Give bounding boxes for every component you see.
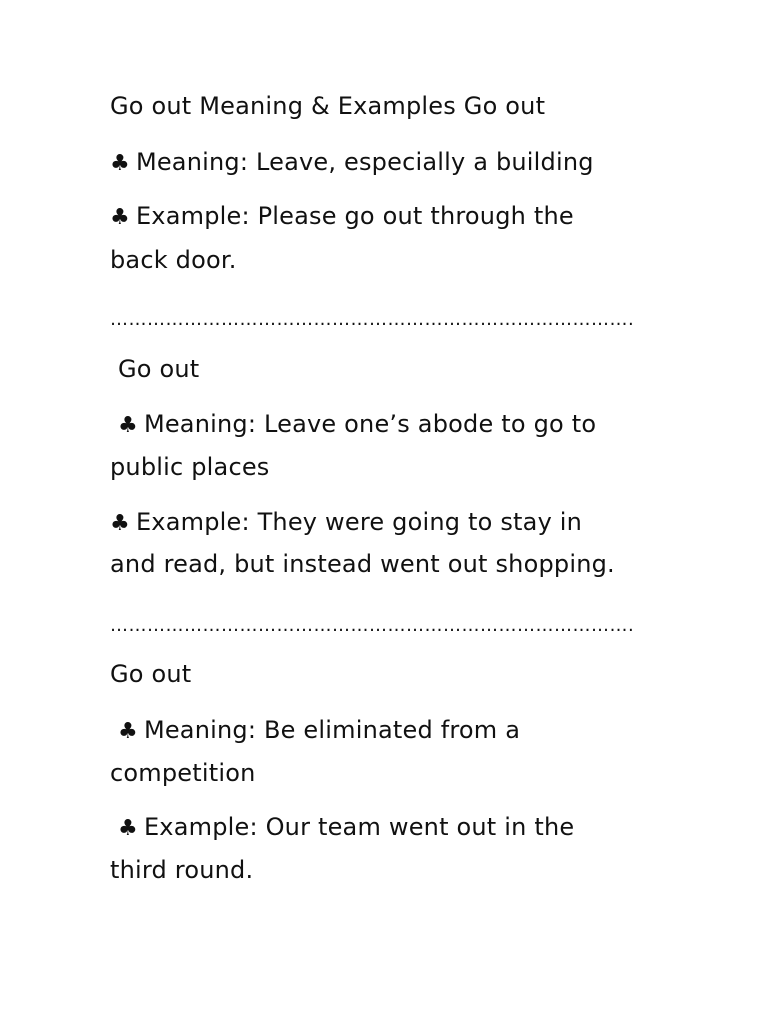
page-heading: Go out Meaning & Examples Go out	[110, 92, 546, 120]
separator-1: ………………………………………………………………………….	[110, 309, 635, 330]
entry-3-meaning: ♣ Meaning: Be eliminated from a	[118, 716, 521, 744]
entry-3-meaning-cont: competition	[110, 759, 256, 787]
entry-2-meaning: ♣ Meaning: Leave one’s abode to go to	[118, 410, 597, 438]
separator-2: ………………………………………………………………………….	[110, 615, 635, 636]
entry-1-meaning: ♣ Meaning: Leave, especially a building	[110, 148, 594, 176]
entry-2-title: Go out	[118, 355, 200, 383]
entry-1-example: ♣ Example: Please go out through the	[110, 202, 574, 230]
club-icon: ♣	[118, 719, 138, 744]
entry-3-example: ♣ Example: Our team went out in the	[118, 813, 575, 841]
club-icon: ♣	[110, 205, 130, 230]
entry-1-example-cont: back door.	[110, 246, 237, 274]
entry-3-title: Go out	[110, 660, 192, 688]
entry-2-example: ♣ Example: They were going to stay in	[110, 508, 583, 536]
club-icon: ♣	[110, 511, 130, 536]
club-icon: ♣	[110, 151, 130, 176]
entry-2-meaning-cont: public places	[110, 453, 270, 481]
club-icon: ♣	[118, 816, 138, 841]
entry-2-example-cont: and read, but instead went out shopping.	[110, 550, 615, 578]
club-icon: ♣	[118, 413, 138, 438]
entry-3-example-cont: third round.	[110, 856, 254, 884]
